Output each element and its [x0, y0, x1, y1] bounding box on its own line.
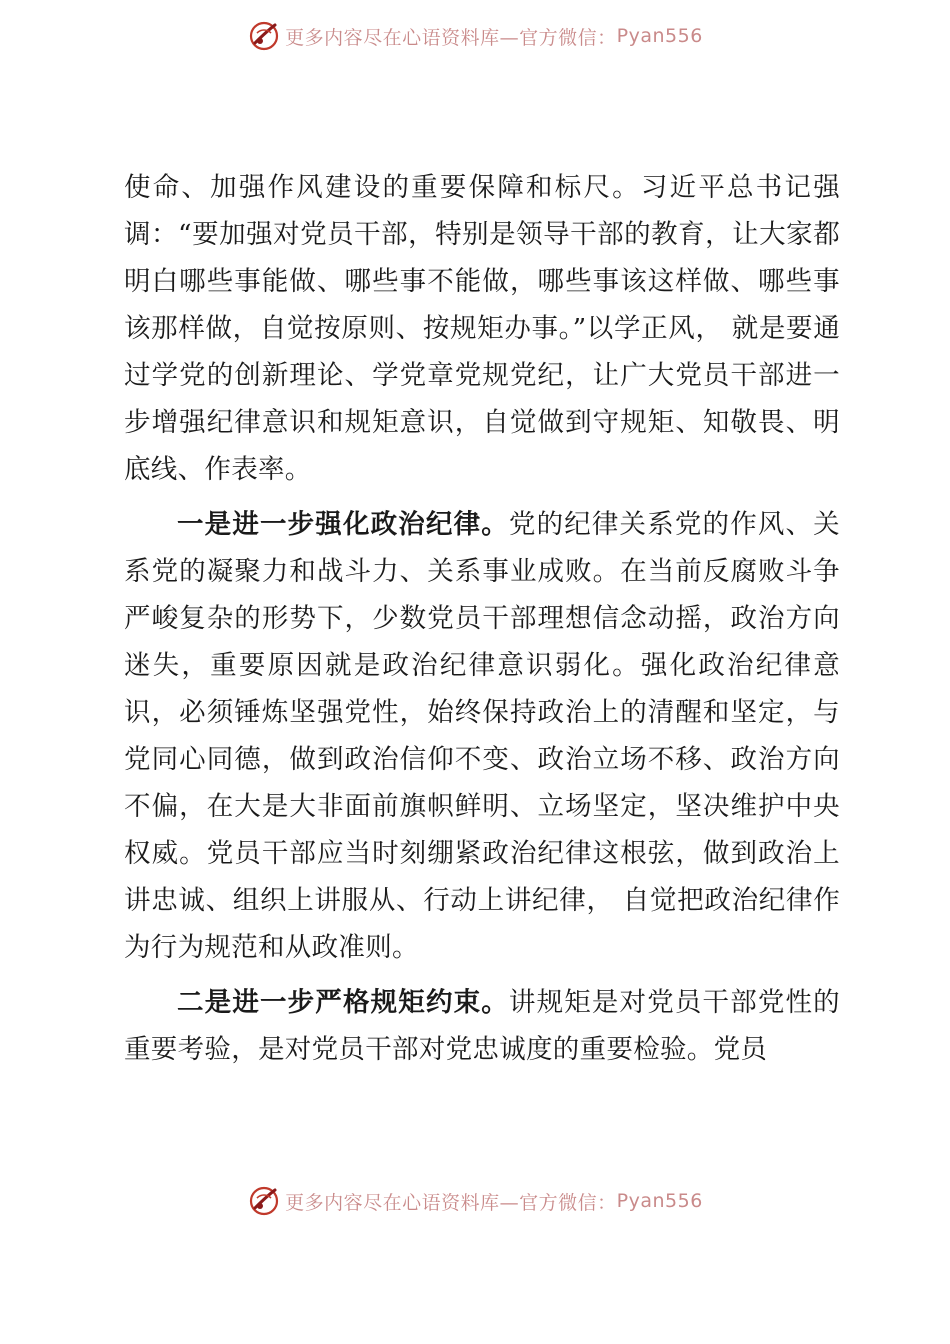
- paragraph-lead: 二是进一步严格规矩约束。: [177, 987, 509, 1018]
- paragraph-text: 使命、加强作风建设的重要保障和标尺。习近平总书记强调：“要加强对党员干部，特别是领导干部的教育，让大家都明白哪些事能做、哪些事不能做，哪些事该这样做、哪些事该那样做，自觉按原则、按规矩办事。”以学正风， 就是要通过学党的创新理论、学党章党规党纪，让广大党员干部进一步增强纪律意识和规矩意识，自觉做到守规矩、知敬畏、明底线、作表率。: [124, 172, 840, 485]
- watermark-handle: Pyan556: [616, 25, 703, 47]
- watermark-text: 更多内容尽在心语资料库—官方微信：: [285, 1191, 617, 1214]
- paragraph-lead: 一是进一步强化政治纪律。: [177, 509, 509, 540]
- paragraph-intro: [124, 164, 840, 493]
- watermark-handle: Pyan556: [616, 1190, 703, 1212]
- paragraph-rules: [124, 979, 840, 1073]
- paragraph-political-discipline: [124, 501, 840, 971]
- watermark-text: 更多内容尽在心语资料库—官方微信：: [285, 26, 617, 49]
- watermark-logo-icon: [247, 1184, 281, 1218]
- footer-watermark: [0, 1179, 950, 1223]
- document-body: [124, 164, 840, 1073]
- watermark-logo-icon: [247, 19, 281, 53]
- paragraph-text: 讲规矩是对党员干部党性的重要考验，是对党员干部对党忠诚度的重要检验。党员: [124, 987, 840, 1065]
- paragraph-text: 党的纪律关系党的作风、关系党的凝聚力和战斗力、关系事业成败。在当前反腐败斗争严峻复杂的形势下，少数党员干部理想信念动摇，政治方向迷失，重要原因就是政治纪律意识弱化。强化政治纪律意识，必须锤炼坚强党性，始终保持政治上的清醒和坚定，与党同心同德，做到政治信仰不变、政治立场不移、政治方向不偏，在大是大非面前旗帜鲜明、立场坚定，坚决维护中央权威。党员干部应当时刻绷紧政治纪律这根弦，做到政治上讲忠诚、组织上讲服从、行动上讲纪律， 自觉把政治纪律作为行为规范和从政准则。: [124, 509, 840, 963]
- header-watermark: [0, 14, 950, 58]
